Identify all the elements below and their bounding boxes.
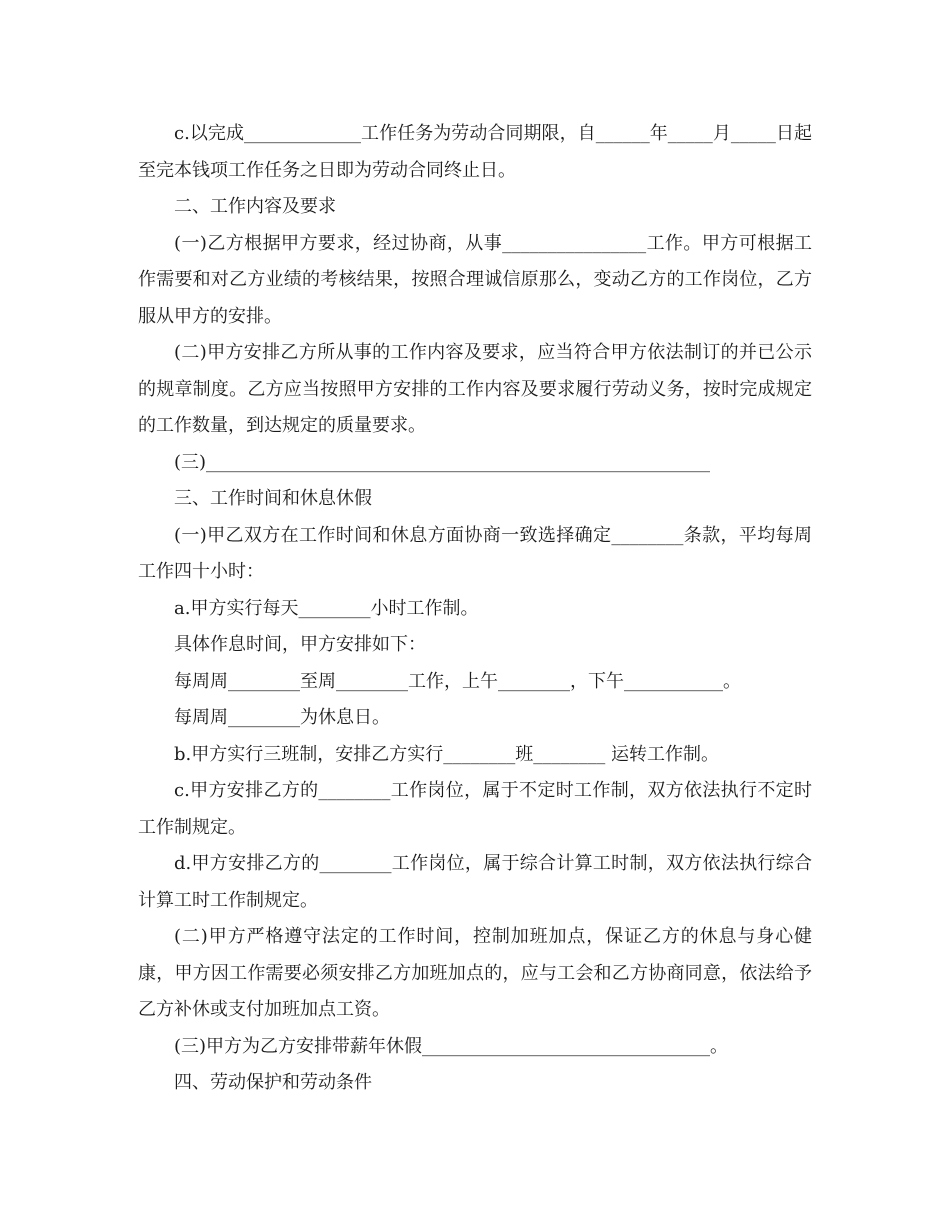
clause-2-1-job-assignment: (一)乙方根据甲方要求，经过协商，从事________________工作。甲方可根据工作需要和对乙方业绩的考核结果，按照合理诚信原那么，变动乙方的工作岗位，乙方服从甲方的安排。 <box>138 232 812 327</box>
clause-3-3-annual-leave: (三)甲方为乙方安排带薪年休假________________________________。 <box>174 1035 729 1057</box>
clause-3-2-overtime: (二)甲方严格遵守法定的工作时间，控制加班加点，保证乙方的休息与身心健康，甲方因工作需要必须安排乙方加班加点的，应与工会和乙方协商同意，依法给予乙方补休或支付加班加点工资。 <box>138 926 812 1020</box>
clause-c-contract-term: c.以完成_____________工作任务为劳动合同期限，自______年_____月_____日起至完本钱项工作任务之日即为劳动合同终止日。 <box>138 123 812 181</box>
section-heading-work-content: 二、工作内容及要求 <box>174 196 336 217</box>
clause-2-2-work-requirements: (二)甲方安排乙方所从事的工作内容及要求，应当符合甲方依法制订的并已公示的规章制度。乙方应当按照甲方安排的工作内容及要求履行劳动义务，按时完成规定的工作数量，到达规定的质量要求。 <box>138 342 812 436</box>
schedule-intro: 具体作息时间，甲方安排如下： <box>174 634 426 655</box>
section-heading-working-hours: 三、工作时间和休息休假 <box>174 488 372 509</box>
clause-3-1-b-shift: b.甲方实行三班制，安排乙方实行________班________ 运转工作制。 <box>174 743 719 765</box>
clause-3-1-a-daily-hours: a.甲方实行每天________小时工作制。 <box>174 597 479 619</box>
clause-2-3-blank: (三)________________________________________________________ <box>174 451 711 473</box>
clause-3-1-d-comprehensive: d.甲方安排乙方的________工作岗位，属于综合计算工时制，双方依法执行综合计算工时工作制规定。 <box>138 853 812 911</box>
document-page <box>138 116 812 1102</box>
schedule-weekly-work: 每周周________至周________工作，上午________，下午___________。 <box>174 670 741 692</box>
schedule-rest-day: 每周周________为休息日。 <box>174 707 390 728</box>
clause-3-1-hours-choice: (一)甲乙双方在工作时间和休息方面协商一致选择确定________条款，平均每周工作四十小时： <box>138 524 812 582</box>
clause-3-1-c-flexible: c.甲方安排乙方的________工作岗位，属于不定时工作制，双方依法执行不定时工作制规定。 <box>138 780 812 838</box>
section-heading-labor-protection: 四、劳动保护和劳动条件 <box>174 1072 372 1093</box>
